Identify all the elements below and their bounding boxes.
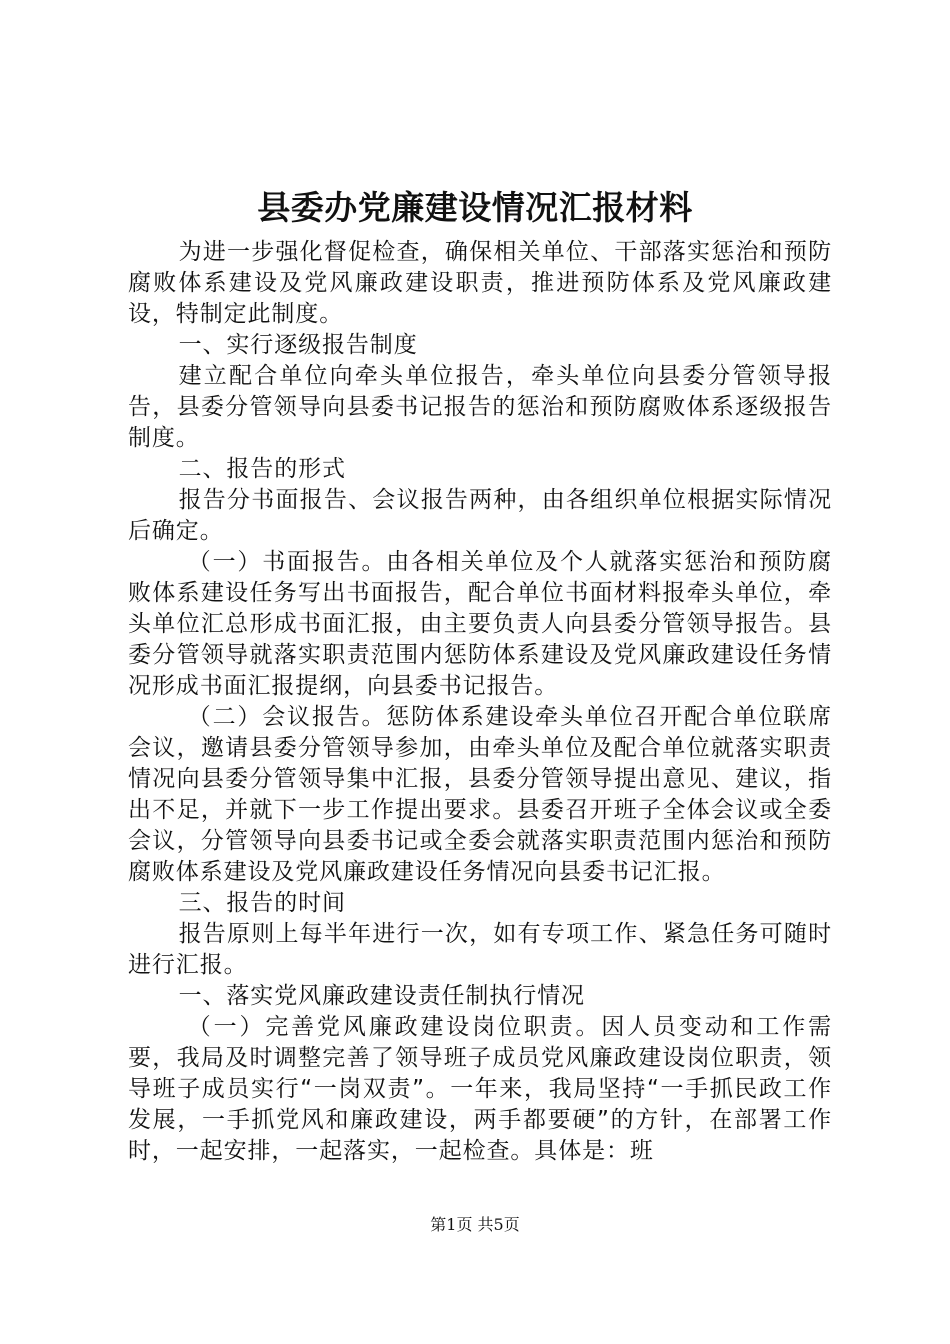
section-heading-2: 二、报告的形式 bbox=[178, 456, 346, 482]
paragraph-written-report: （一）书面报告。由各相关单位及个人就落实惩治和预防腐败体系建设任务写出书面报告，配合单位书面材料报牵头单位，牵头单位汇总形成书面汇报，由主要负责人向县委分管领导报告。县委分管领导就落实职责范围内惩防体系建设及党风廉政建设任务情况形成书面汇报提纲，向县委书记报告。 bbox=[128, 549, 832, 699]
section-heading-implementation: 一、落实党风廉政建设责任制执行情况 bbox=[178, 983, 585, 1009]
section-heading-1: 一、实行逐级报告制度 bbox=[178, 332, 418, 358]
paragraph-meeting-report: （二）会议报告。惩防体系建设牵头单位召开配合单位联席会议，邀请县委分管领导参加，由牵头单位及配合单位就落实职责情况向县委分管领导集中汇报，县委分管领导提出意见、建议，指出不足，并就下一步工作提出要求。县委召开班子全体会议或全委会议，分管领导向县委书记或全委会就落实职责范围内惩治和预防腐败体系建设及党风廉政建设任务情况向县委书记汇报。 bbox=[128, 704, 832, 885]
paragraph-intro: 为进一步强化督促检查，确保相关单位、干部落实惩治和预防腐败体系建设及党风廉政建设职责，推进预防体系及党风廉政建设，特制定此制度。 bbox=[128, 239, 832, 327]
paragraph-responsibilities: （一）完善党风廉政建设岗位职责。因人员变动和工作需要，我局及时调整完善了领导班子成员党风廉政建设岗位职责，领导班子成员实行“一岗双责”。一年来，我局坚持“一手抓民政工作发展，一手抓党风和廉政建设，两手都要硬”的方针，在部署工作时，一起安排，一起落实，一起检查。具体是：班 bbox=[128, 1014, 832, 1164]
document-body bbox=[128, 237, 832, 1167]
page-footer: 第1页 共5页 bbox=[430, 1215, 520, 1234]
section-heading-3: 三、报告的时间 bbox=[178, 890, 346, 916]
document-title: 县委办党廉建设情况汇报材料 bbox=[257, 188, 693, 227]
paragraph-section-1: 建立配合单位向牵头单位报告，牵头单位向县委分管领导报告，县委分管领导向县委书记报告的惩治和预防腐败体系逐级报告制度。 bbox=[128, 363, 832, 451]
paragraph-section-3: 报告原则上每半年进行一次，如有专项工作、紧急任务可随时进行汇报。 bbox=[128, 921, 832, 978]
paragraph-section-2: 报告分书面报告、会议报告两种，由各组织单位根据实际情况后确定。 bbox=[128, 487, 832, 544]
